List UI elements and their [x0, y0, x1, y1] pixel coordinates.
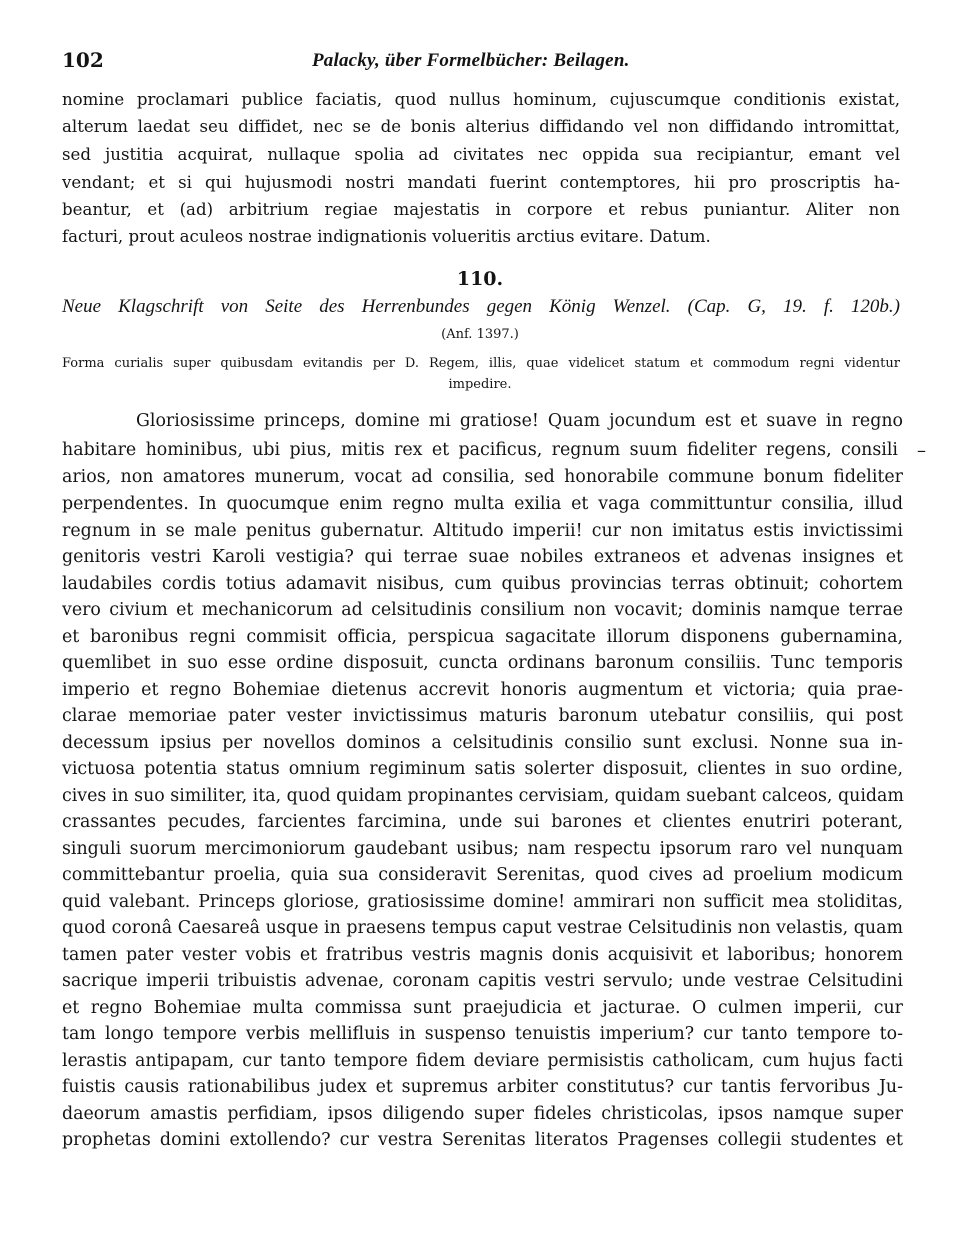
text-line: quod coronâ Caesareâ usque in praesens tempus caput vestrae Celsitudinis non velastis, quam: [62, 918, 903, 938]
text-line: genitoris vestri Karoli vestigia? qui terrae suae nobiles extraneos et advenas insignes et: [62, 547, 903, 567]
document-title: Neue Klagschrift von Seite des Herrenbundes gegen König Wenzel. (Cap. G, 19. f. 120b.): [62, 296, 900, 317]
text-line: vero civium et mechanicorum ad celsitudinis consilium non vocavit; dominis namque terrae: [62, 600, 903, 620]
running-head: Palacky, über Formelbücher: Beilagen.: [312, 50, 630, 71]
text-line: imperio et regno Bohemiae dietenus accrevit honoris augmentum et victoria; quia prae-: [62, 680, 903, 700]
text-line: arios, non amatores munerum, vocat ad consilia, sed honorabile commune bonum fideliter: [62, 467, 903, 487]
text-line: regnum in se male penitus gubernatur. Altitudo imperii! cur non imitatus estis invictissimi: [62, 521, 903, 541]
document-date: (Anf. 1397.): [441, 327, 519, 342]
text-line: laudabiles cordis totius adamavit nisibus, cum quibus provincias terras obtinuit; cohortem: [62, 574, 903, 594]
text-line: tamen pater vester vobis et fratribus vestris magnis donis acquisivit et laboribus; honorem: [62, 945, 903, 965]
text-line: decessum ipsius per novellos dominos a celsitudinis consilio sunt exclusi. Nonne sua in-: [62, 733, 903, 753]
document-number: 110.: [456, 268, 504, 290]
text-line: fuistis causis rationabilibus judex et supremus arbiter constitutus? cur tantis fervoribus Ju-: [62, 1077, 903, 1097]
text-line: et regno Bohemiae multa commissa sunt praejudicia et jacturae. O culmen imperii, cur: [62, 998, 903, 1018]
text-line: quid valebant. Princeps gloriose, gratiosissime domine! ammirari non sufficit mea stoliditas,: [62, 892, 903, 912]
text-line: sacrique imperii tribuistis advenae, coronam capitis vestri servulo; unde vestrae Celsitudini: [62, 971, 903, 991]
text-line: quemlibet in suo esse ordine disposuit, cuncta ordinans baronum consiliis. Tunc temporis: [62, 653, 903, 673]
document-rubric: Forma curialis super quibusdam evitandis per D. Regem, illis, quae videlicet statum et commodum regni videntur: [62, 356, 900, 371]
text-line: crassantes pecudes, farcientes farcimina, unde sui barones et clientes enutriri poterant,: [62, 812, 903, 832]
text-line: victuosa potentia status omnium regiminum satis solerter disposuit, clientes in suo ordine,: [62, 759, 903, 779]
text-line: clarae memoriae pater vester invictissimus maturis baronum utebatur consiliis, qui post: [62, 706, 903, 726]
text-line: perpendentes. In quocumque enim regno multa exilia et vaga committuntur consilia, illud: [62, 494, 903, 514]
text-line: lerastis antipapam, cur tanto tempore fidem deviare permisistis catholicam, cum hujus facti: [62, 1051, 903, 1071]
text-line: committebantur proelia, quia sua consideravit Serenitas, quod cives ad proelium modicum: [62, 865, 903, 885]
text-line: beantur, et (ad) arbitrium regiae majestatis in corpore et rebus puniantur. Aliter non: [62, 200, 900, 219]
document-rubric: impedire.: [448, 377, 512, 392]
text-line: facturi, prout aculeos nostrae indignationis volueritis arctius evitare. Datum.: [62, 227, 711, 246]
text-line: Gloriosissime princeps, domine mi gratiose! Quam jocundum est et suave in regno: [136, 411, 903, 431]
text-line: vendant; et si qui hujusmodi nostri mandati fuerint contemptores, hii pro proscriptis ha-: [62, 173, 900, 192]
hyphen-mark: –: [917, 440, 926, 461]
text-line: nomine proclamari publice faciatis, quod nullus hominum, cujuscumque conditionis existat,: [62, 90, 900, 109]
page-header: [62, 48, 902, 78]
text-line: singuli suorum mercimoniorum gaudebant usibus; nam respectu ipsorum raro vel nunquam: [62, 839, 903, 859]
text-line: daeorum amastis perfidiam, ipsos diligendo super fideles christicolas, ipsos namque super: [62, 1104, 903, 1124]
text-line: tam longo tempore verbis mellifluis in suspenso tenuistis imperium? cur tanto tempore to-: [62, 1024, 903, 1044]
page-number: 102: [62, 48, 104, 72]
text-line: prophetas domini extollendo? cur vestra Serenitas literatos Pragenses collegii studentes et: [62, 1130, 903, 1150]
text-line: et baronibus regni commisit officia, perspicua sagacitate illorum disponens gubernamina,: [62, 627, 903, 647]
text-line: sed justitia acquirat, nullaque spolia ad civitates nec oppida sua recipiantur, emant vel: [62, 145, 900, 164]
text-line: cives in suo similiter, ita, quod quidam propinantes cervisiam, quidam suebant calceos, quidam: [62, 786, 904, 806]
text-line: alterum laedat seu diffidet, nec se de bonis alterius diffidando vel non diffidando intromittat,: [62, 117, 900, 136]
text-line: habitare hominibus, ubi pius, mitis rex et pacificus, regnum suum fideliter regens, consili: [62, 440, 898, 460]
